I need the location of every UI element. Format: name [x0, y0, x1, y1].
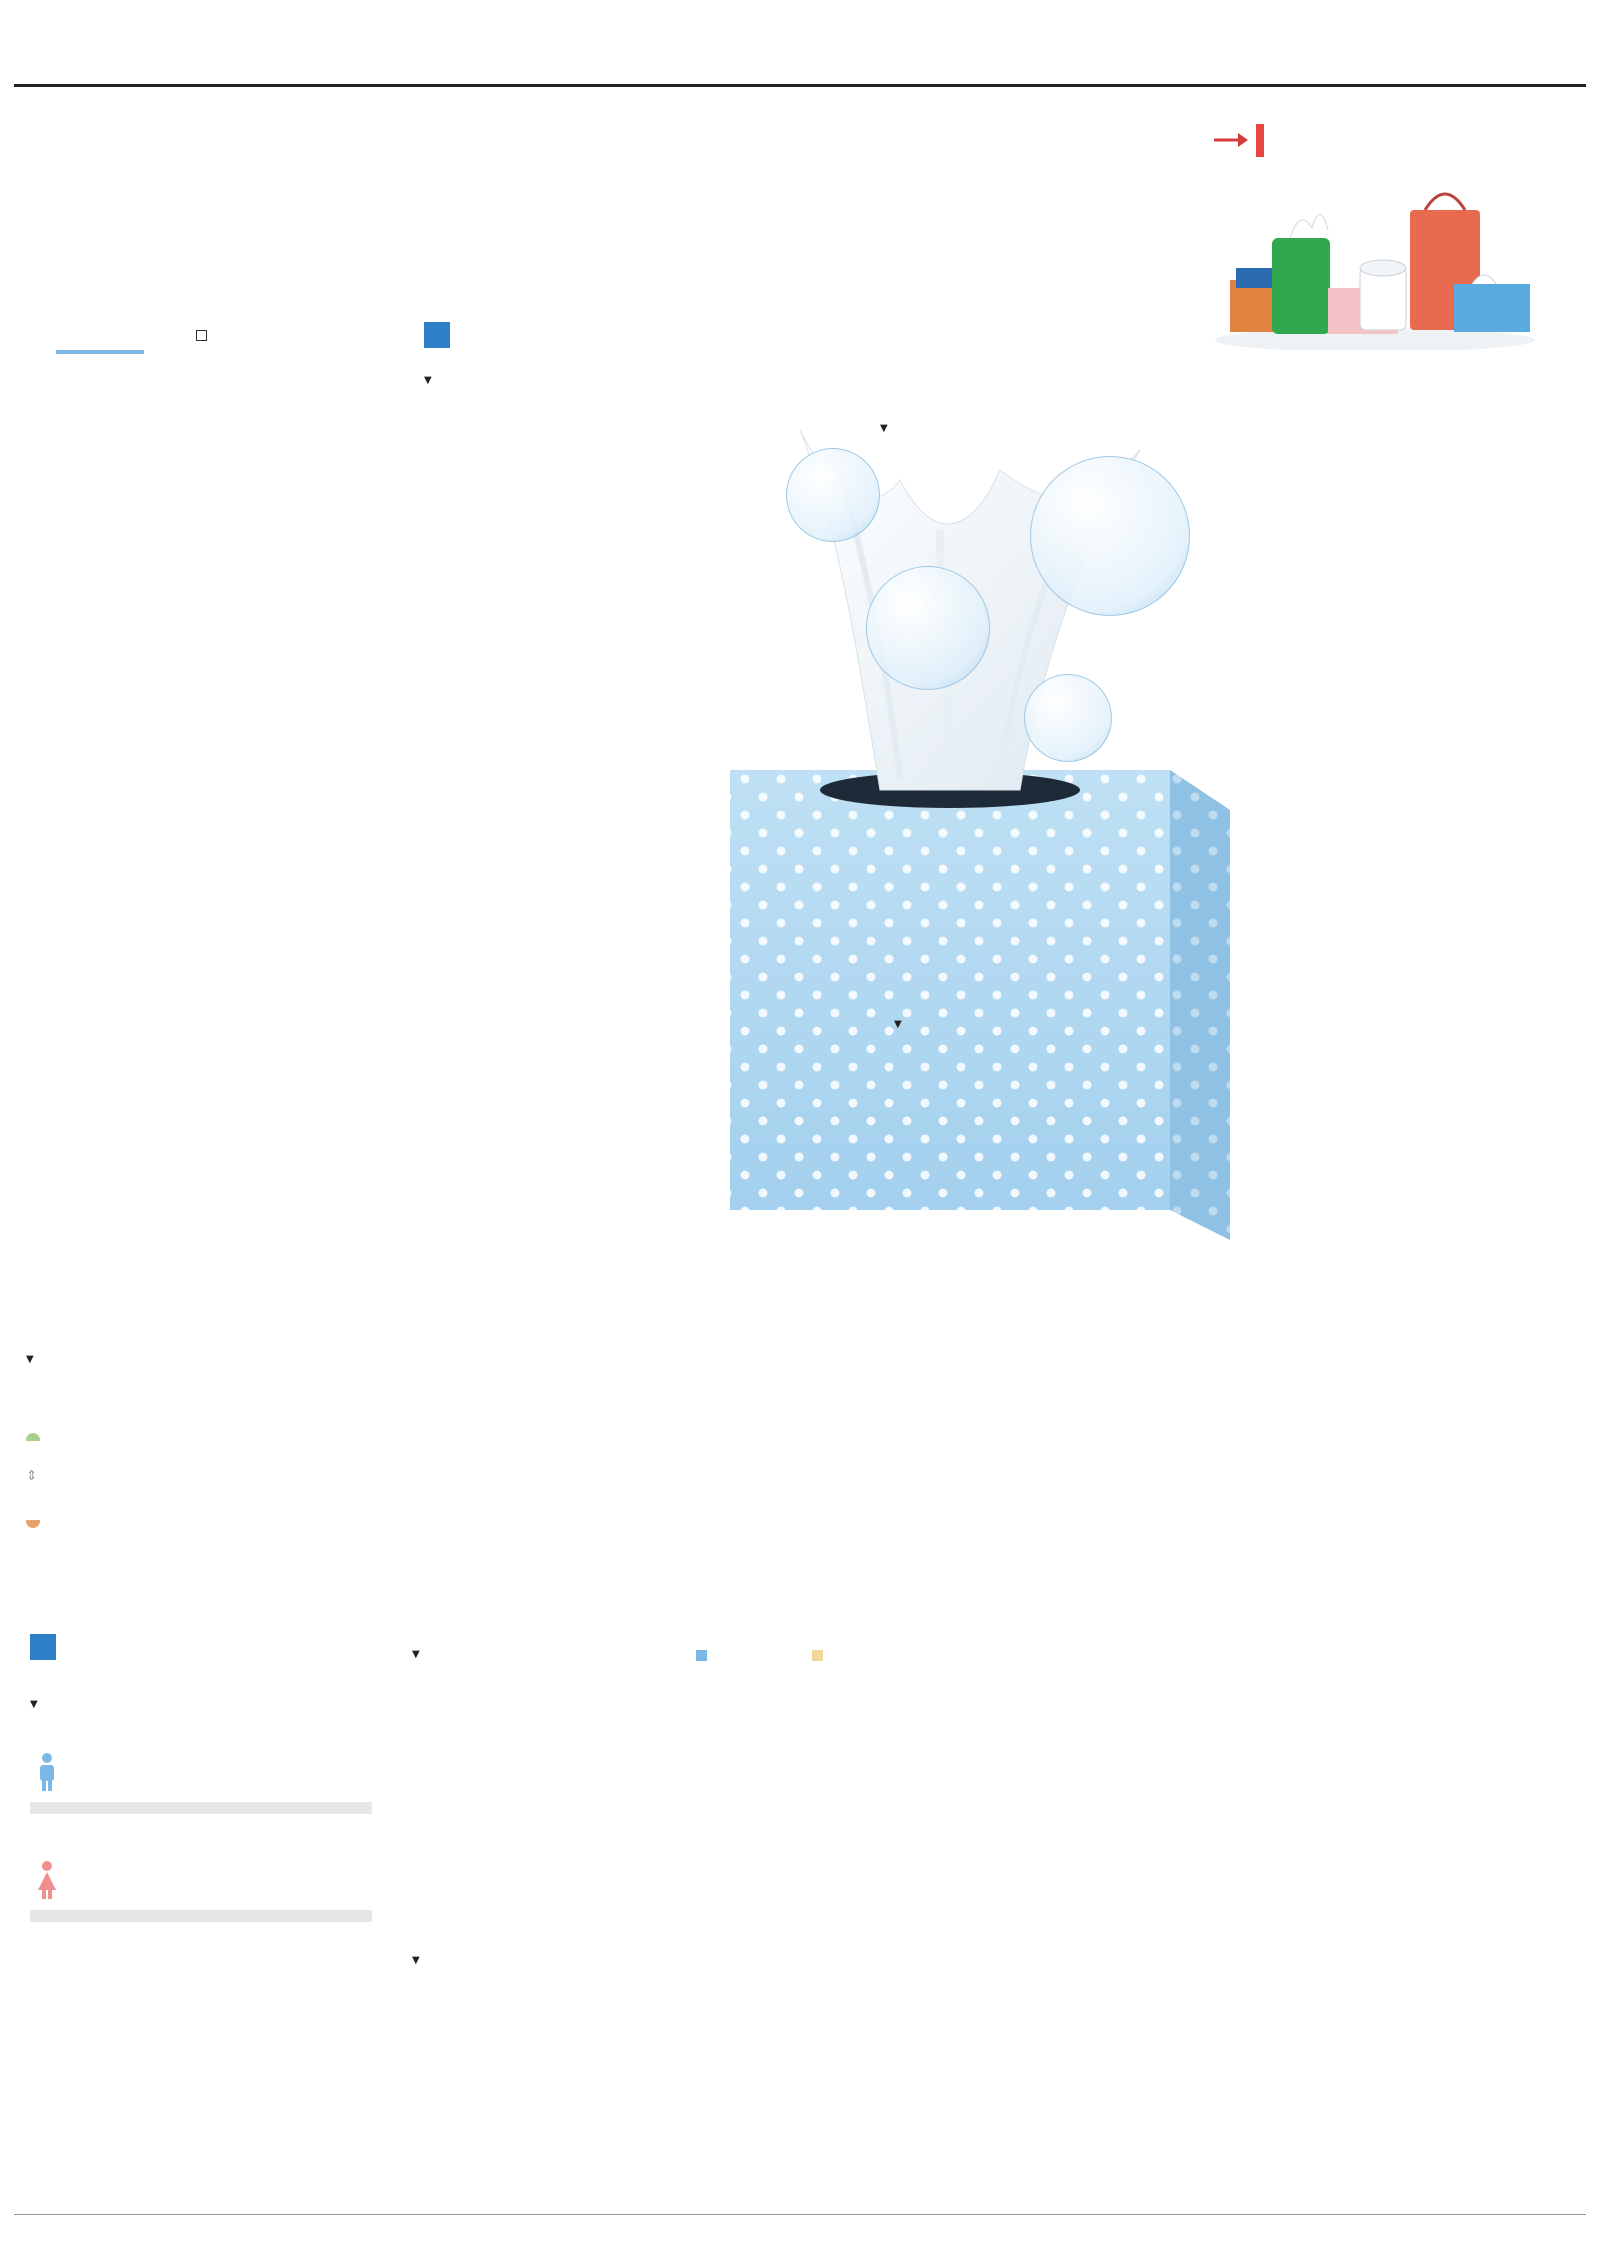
- series-tag: [1256, 124, 1264, 157]
- category-bubble: [1030, 456, 1190, 616]
- focus-boxes: [420, 1990, 1210, 2190]
- top5-subtitle: [894, 1016, 902, 1031]
- female-icon: [36, 1860, 58, 1900]
- triangle-icon: ▼: [30, 1699, 38, 1710]
- commentary-label-underline: [56, 350, 144, 354]
- gender-chart-title: [30, 1696, 38, 1711]
- province-chart-subtitle: [424, 372, 432, 387]
- triangle-icon: ▼: [894, 1019, 902, 1030]
- section-number: [424, 322, 450, 348]
- legend-swatch-growth: [812, 1650, 823, 1661]
- legend-swatch-share: [696, 1650, 707, 1661]
- focus-title: [412, 1952, 420, 1967]
- decorative-bars: [30, 914, 372, 976]
- male-bar-track: [30, 1802, 372, 1814]
- series-tag-highlight: [1256, 124, 1264, 157]
- qr-code: [70, 2040, 190, 2160]
- legend-swatch-current: [26, 1433, 40, 1441]
- age-chart-title: [412, 1646, 420, 1661]
- triangle-icon: ▼: [26, 1354, 34, 1365]
- triangle-icon: ▼: [424, 375, 432, 386]
- tier-chart-title: [26, 1350, 34, 1366]
- top5-chart: [786, 1060, 1186, 1240]
- square-icon: [196, 330, 207, 341]
- masthead: [0, 0, 1600, 86]
- triangle-icon: ▼: [880, 423, 888, 434]
- triangle-icon: ▼: [412, 1649, 420, 1660]
- masthead-rule: [14, 84, 1586, 87]
- tier-chart: [200, 1360, 1600, 1600]
- updown-icon: ⇕: [26, 1468, 38, 1484]
- triangle-icon: ▼: [412, 1955, 420, 1966]
- province-chart: [424, 414, 704, 1294]
- footer-rule: [14, 2214, 1586, 2215]
- section-number: [30, 1634, 56, 1660]
- legend-swatch-last: [26, 1520, 40, 1528]
- right-panels: [1306, 428, 1586, 1268]
- female-bar-track: [30, 1910, 372, 1922]
- tissue-products-illustration: [1210, 180, 1540, 350]
- male-icon: [36, 1752, 58, 1792]
- age-chart: [428, 1680, 1576, 1920]
- category-bubble: [786, 448, 880, 542]
- tier-legend: [26, 1350, 216, 1550]
- category-bubble: [866, 566, 990, 690]
- arrow-icon: [1212, 128, 1250, 152]
- category-bubble: [1024, 674, 1112, 762]
